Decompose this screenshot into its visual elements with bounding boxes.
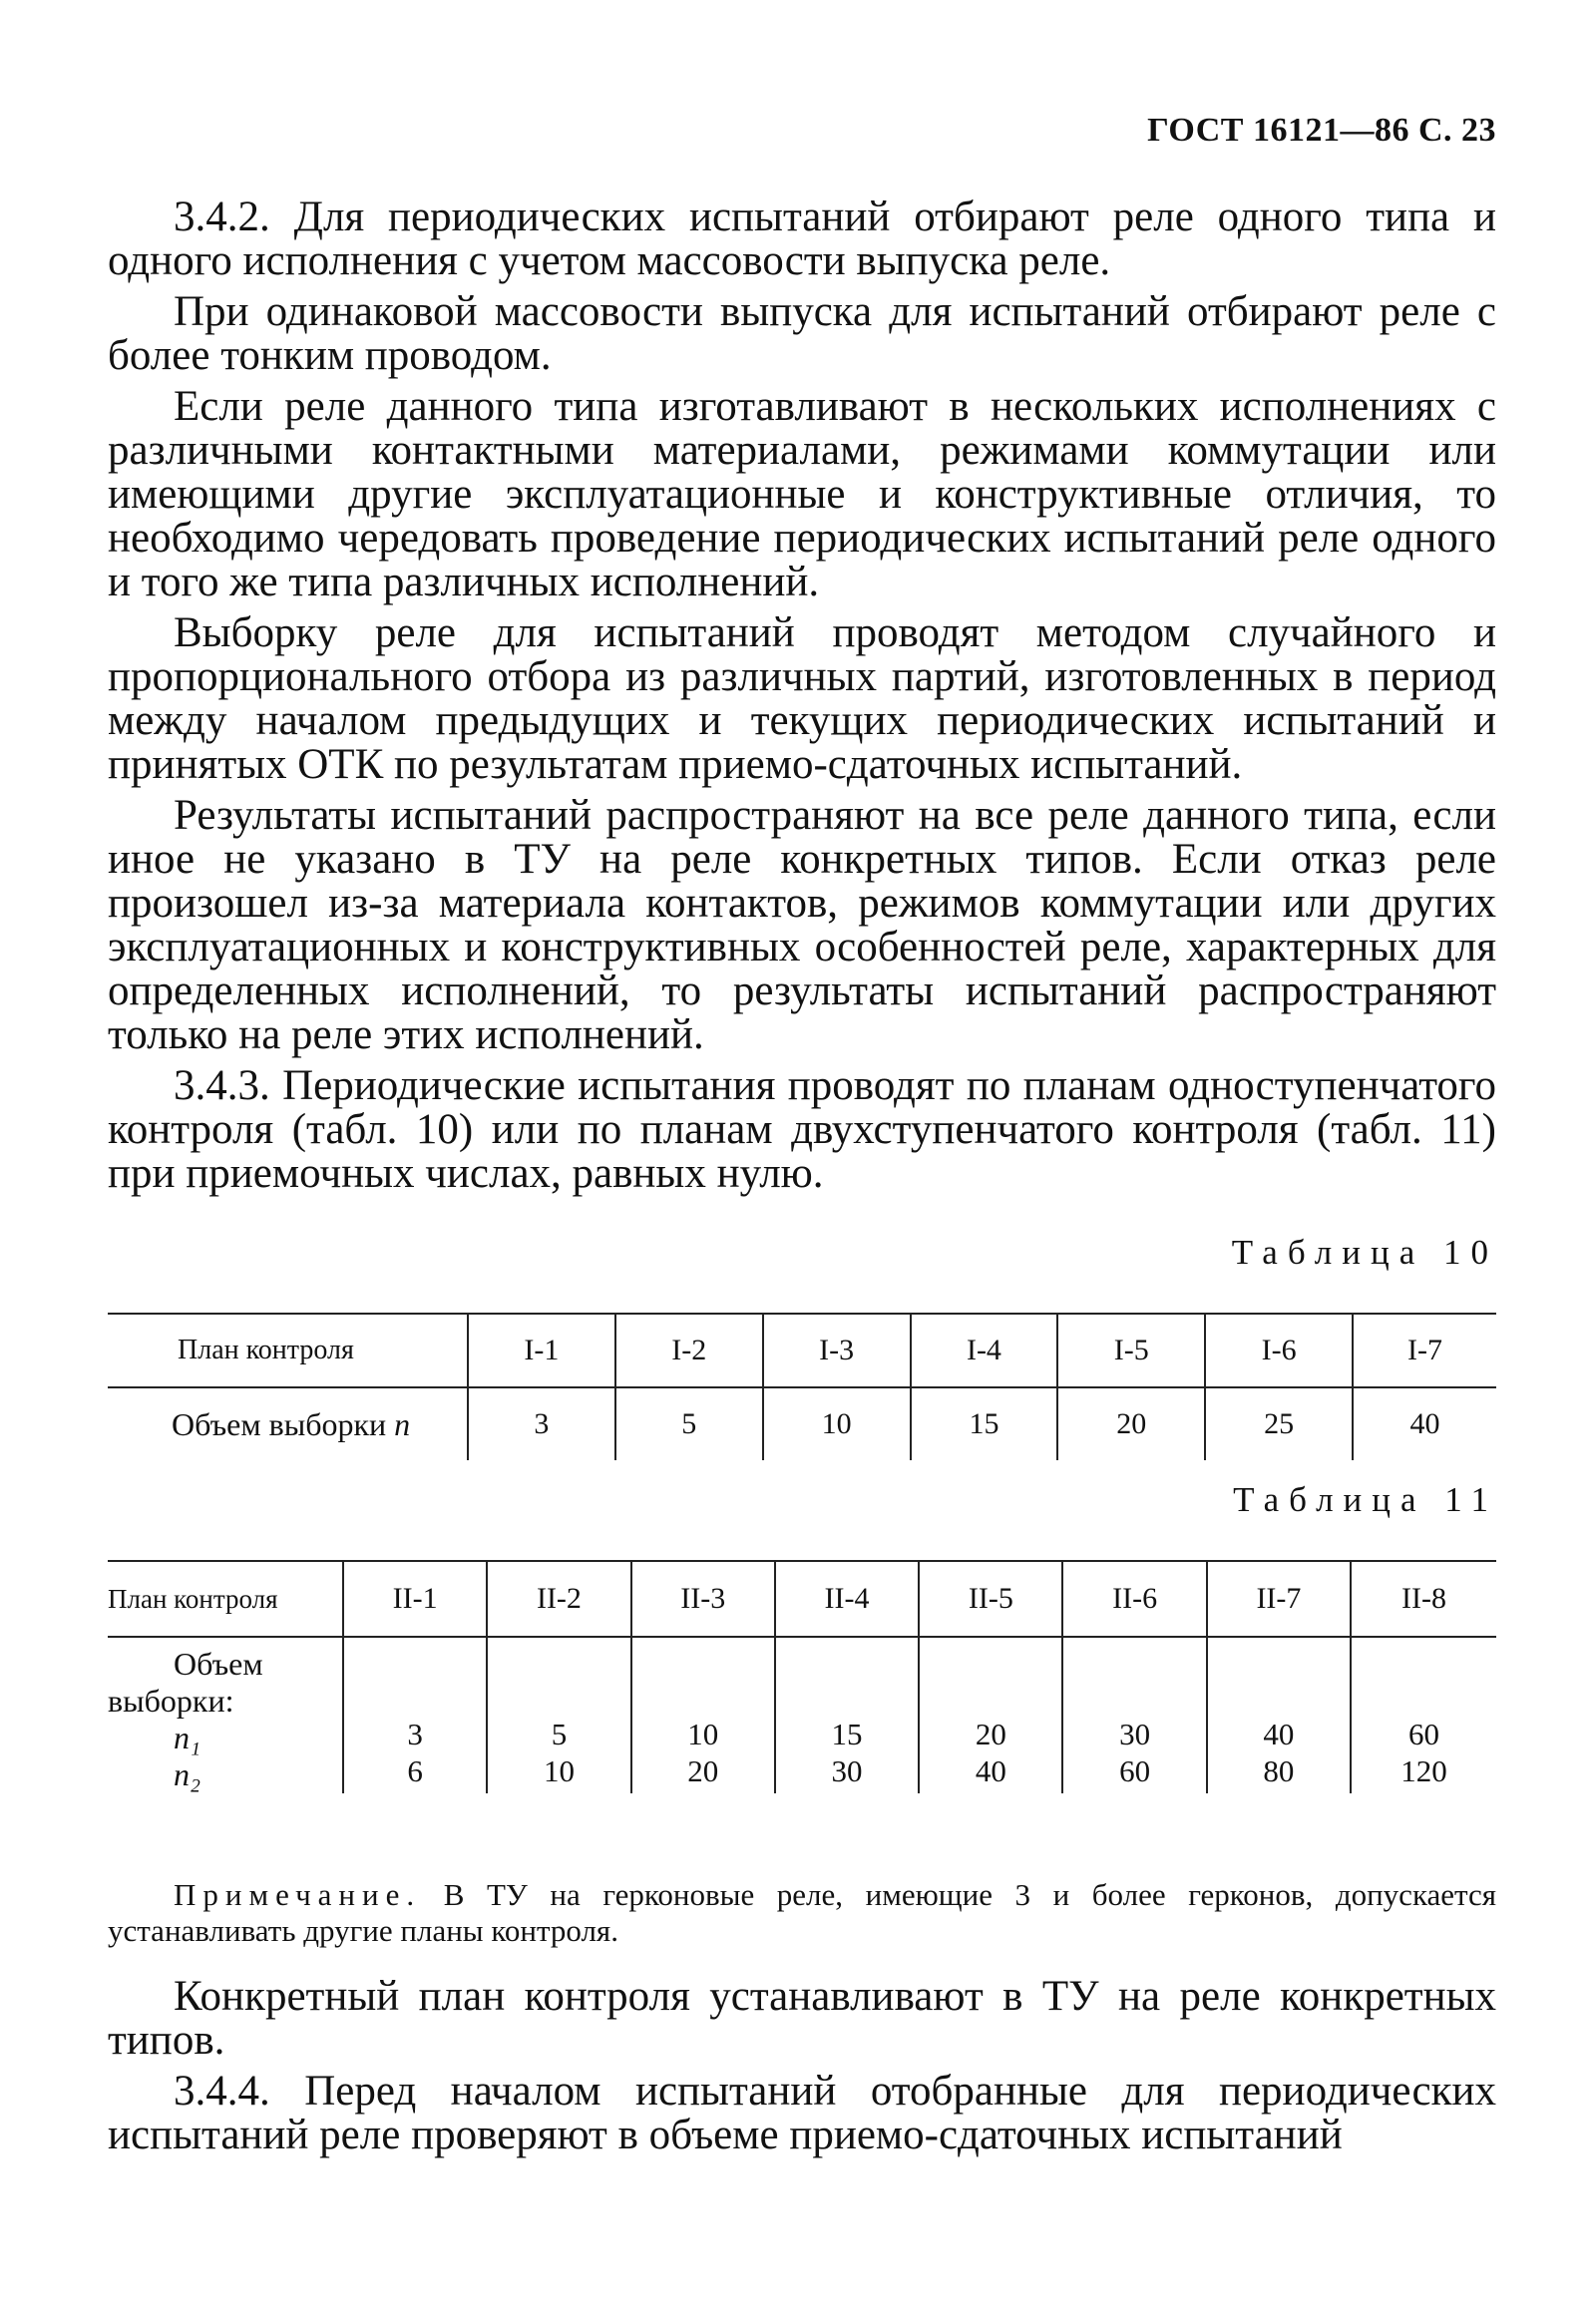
n1-value: 10 bbox=[687, 1717, 719, 1751]
table-cell: II-3 bbox=[631, 1561, 775, 1637]
n1-value: 5 bbox=[551, 1717, 568, 1751]
page-header: ГОСТ 16121—86 С. 23 bbox=[1147, 112, 1496, 149]
note-head: Примечание. bbox=[174, 1877, 422, 1912]
table-cell: 20 bbox=[1057, 1387, 1205, 1460]
table-cell bbox=[631, 1637, 775, 1793]
table-cell: 5 bbox=[615, 1387, 763, 1460]
table-cell: I-2 bbox=[615, 1314, 763, 1387]
table-note bbox=[108, 1877, 1496, 1949]
table-cell bbox=[1062, 1637, 1206, 1793]
n2-value: 40 bbox=[975, 1753, 1006, 1788]
paragraph: При одинаковой массовости выпуска для испытаний отбирают реле с более тонким проводом. bbox=[108, 288, 1496, 379]
table-row bbox=[108, 1314, 1496, 1387]
n2-value: 120 bbox=[1400, 1753, 1447, 1788]
row-label: План контроля bbox=[108, 1314, 468, 1387]
table-cell: 15 bbox=[911, 1387, 1058, 1460]
table-cell: I-4 bbox=[911, 1314, 1058, 1387]
table-row bbox=[108, 1561, 1496, 1637]
table-cell: 10 bbox=[763, 1387, 911, 1460]
paragraph: 3.4.3. Периодические испытания проводят по планам одноступенчатого контроля (табл. 10) или по планам двухступенчатого контроля (табл. 11) при приемочных числах, равных нулю. bbox=[108, 1062, 1496, 1197]
n2-label: n₂ bbox=[174, 1756, 201, 1792]
table-row bbox=[108, 1387, 1496, 1460]
table-cell: II-5 bbox=[919, 1561, 1062, 1637]
n1-value: 15 bbox=[831, 1717, 863, 1751]
n2-value: 80 bbox=[1263, 1753, 1295, 1788]
table-cell: I-7 bbox=[1353, 1314, 1496, 1387]
row-label bbox=[108, 1387, 468, 1460]
note-text: В ТУ на герконовые реле, имеющие 3 и более герконов, допускается устанавливать другие планы контроля. bbox=[108, 1877, 1496, 1948]
n1-value: 3 bbox=[407, 1717, 423, 1751]
n2-value: 30 bbox=[831, 1753, 863, 1788]
table-10 bbox=[108, 1313, 1496, 1460]
table-cell bbox=[919, 1637, 1062, 1793]
table-cell: 25 bbox=[1205, 1387, 1353, 1460]
table-cell: I-5 bbox=[1057, 1314, 1205, 1387]
table-row bbox=[108, 1637, 1496, 1793]
table-11 bbox=[108, 1560, 1496, 1793]
row-label-line: выборки: bbox=[108, 1683, 234, 1719]
body-text-bottom bbox=[108, 1975, 1496, 2164]
n2-value: 10 bbox=[543, 1753, 575, 1788]
table-cell: I-1 bbox=[468, 1314, 615, 1387]
row-label-line: Объем bbox=[174, 1646, 263, 1682]
table-cell bbox=[343, 1637, 487, 1793]
n2-value: 20 bbox=[687, 1753, 719, 1788]
table-cell bbox=[487, 1637, 630, 1793]
row-label bbox=[108, 1637, 343, 1793]
paragraph: Конкретный план контроля устанавливают в ТУ на реле конкретных типов. bbox=[108, 1973, 1496, 2064]
table10-caption: Таблица 10 bbox=[1231, 1233, 1498, 1272]
n1-value: 30 bbox=[1119, 1717, 1151, 1751]
table11-caption: Таблица 11 bbox=[1233, 1480, 1498, 1519]
paragraph: 3.4.2. Для периодических испытаний отбирают реле одного типа и одного исполнения с учетом массовости выпуска реле. bbox=[108, 193, 1496, 284]
paragraph: 3.4.4. Перед началом испытаний отобранные для периодических испытаний реле проверяют в объеме приемо-сдаточных испытаний bbox=[108, 2068, 1496, 2158]
table-cell: II-7 bbox=[1207, 1561, 1351, 1637]
table-cell: 3 bbox=[468, 1387, 615, 1460]
n2-value: 6 bbox=[407, 1753, 423, 1788]
n1-value: 20 bbox=[975, 1717, 1006, 1751]
row-label: План контроля bbox=[108, 1561, 343, 1637]
n1-value: 60 bbox=[1408, 1717, 1440, 1751]
table-cell: II-8 bbox=[1351, 1561, 1496, 1637]
paragraph: Выборку реле для испытаний проводят методом случайного и пропорционального отбора из различных партий, изготовленных в период между началом предыдущих и текущих периодических испытаний и принятых ОТК по результатам приемо-сдаточных испытаний. bbox=[108, 609, 1496, 788]
table-cell: II-2 bbox=[487, 1561, 630, 1637]
table-cell: 40 bbox=[1353, 1387, 1496, 1460]
row-label-symbol: n bbox=[394, 1405, 411, 1442]
table-cell: II-6 bbox=[1062, 1561, 1206, 1637]
n1-label: n₁ bbox=[174, 1720, 201, 1755]
paragraph: Если реле данного типа изготавливают в нескольких исполнениях с различными контактными материалами, режимами коммутации или имеющими другие эксплуатационные и конструктивные отличия, то необходимо чередовать проведение периодических испытаний реле одного и того же типа различных исполнений. bbox=[108, 383, 1496, 605]
table-cell: II-4 bbox=[775, 1561, 919, 1637]
row-label-text: Объем выборки bbox=[172, 1405, 387, 1442]
n1-value: 40 bbox=[1263, 1717, 1295, 1751]
table-cell bbox=[775, 1637, 919, 1793]
table-cell: I-6 bbox=[1205, 1314, 1353, 1387]
body-text-top bbox=[108, 195, 1496, 1203]
table-cell bbox=[1351, 1637, 1496, 1793]
table-cell bbox=[1207, 1637, 1351, 1793]
table-cell: II-1 bbox=[343, 1561, 487, 1637]
n2-value: 60 bbox=[1119, 1753, 1151, 1788]
paragraph: Результаты испытаний распространяют на все реле данного типа, если иное не указано в ТУ на реле конкретных типов. Если отказ реле произошел из-за материала контактов, режимов коммутации или других эксплуатационных и конструктивных особенностей реле, характерных для определенных исполнений, то результаты испытаний распространяют только на реле этих исполнений. bbox=[108, 792, 1496, 1058]
table-cell: I-3 bbox=[763, 1314, 911, 1387]
